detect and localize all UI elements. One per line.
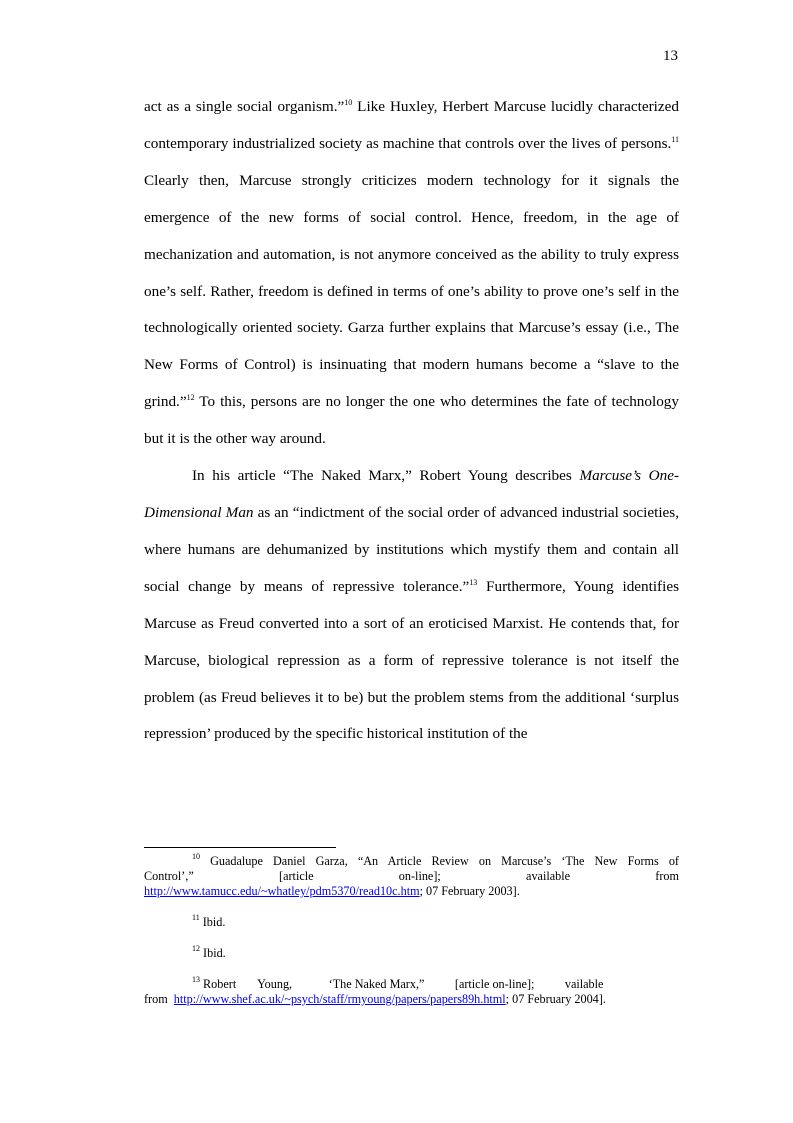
text-run: act as a single social organism.” <box>144 98 345 115</box>
body-text <box>144 89 679 753</box>
footnote-13-lead: from <box>144 992 174 1006</box>
footnote-10-text: Guadalupe Daniel Garza, “An Article Review on Marcuse’s ‘The New Forms of <box>210 854 679 868</box>
footnote-13-link[interactable]: http://www.shef.ac.uk/~psych/staff/rmyoung/papers/papers89h.html <box>173 992 506 1006</box>
footnotes <box>144 854 679 1007</box>
text-run: as an “indictment of the social order of advanced industrial societies, where humans are dehumanized by institutions which mystify them and contain all social change by means of repressive tolerance.” <box>144 503 679 595</box>
footnote-13-line1 <box>144 977 679 992</box>
footnote-13-number: 13 <box>192 975 200 984</box>
paragraph-1 <box>144 89 679 458</box>
footnote-13-tail: ; 07 February 2004]. <box>505 992 606 1006</box>
footnote-11 <box>144 915 679 930</box>
footnote-13-line2 <box>144 992 679 1007</box>
text-run: Like Huxley, Herbert Marcuse lucidly characterized contemporary industrialized society as machine that controls over the lives of persons. <box>144 98 679 152</box>
footnote-10-tail: ; 07 February 2003]. <box>419 884 520 898</box>
footnote-10-line1 <box>144 854 679 869</box>
footnote-ref-12: 12 <box>186 393 195 403</box>
footnote-12-text: Ibid. <box>203 946 226 960</box>
footnote-ref-13: 13 <box>469 577 478 587</box>
footnote-13 <box>144 977 679 1007</box>
text-run: Furthermore, Young identifies Marcuse as Freud converted into a sort of an eroticised Marxist. He contends that, for Marcuse, biological repression as a form of repressive tolerance is not itself the problem (as Freud believes it to be) but the problem stems from the additional ‘surplus repression’ produced by the specific historical institution of the <box>144 577 679 743</box>
footnote-13-text: Robert Young, ‘The Naked Marx,” [article on-line]; vailable <box>203 977 604 991</box>
italic-title: Marcuse’s One-Dimensional Man <box>144 467 680 521</box>
footnote-separator <box>144 847 336 848</box>
footnote-10-line2: Control’,” [article on-line]; available from <box>144 869 679 883</box>
text-run: In his article “The Naked Marx,” Robert Young describes <box>192 467 580 485</box>
footnote-12 <box>144 946 679 961</box>
footnote-10 <box>144 854 679 899</box>
footnote-10-number: 10 <box>192 852 200 861</box>
footnote-10-link[interactable]: http://www.tamucc.edu/~whatley/pdm5370/read10c.htm <box>144 884 420 898</box>
footnote-ref-11: 11 <box>671 134 679 144</box>
paragraph-2 <box>144 458 679 753</box>
footnote-ref-10: 10 <box>344 98 353 107</box>
footnote-11-text: Ibid. <box>202 915 226 929</box>
footnote-11-number: 11 <box>192 913 200 922</box>
text-run: To this, persons are no longer the one who determines the fate of technology but it is the other way around. <box>144 393 679 448</box>
footnote-10-line3 <box>144 884 679 899</box>
text-run: Clearly then, Marcuse strongly criticizes modern technology for it signals the emergence of the new forms of social control. Hence, freedom, in the age of mechanization and automation, is not anymore conceived as the ability to truly express one’s self. Rather, freedom is defined in terms of one’s ability to prove one’s self in the technologically oriented society. Garza further explains that Marcuse’s essay (i.e., The New Forms of Control) is insinuating that modern humans become a “slave to the grind.” <box>144 171 679 411</box>
footnote-12-number: 12 <box>192 944 200 953</box>
page-number: 13 <box>663 48 678 64</box>
